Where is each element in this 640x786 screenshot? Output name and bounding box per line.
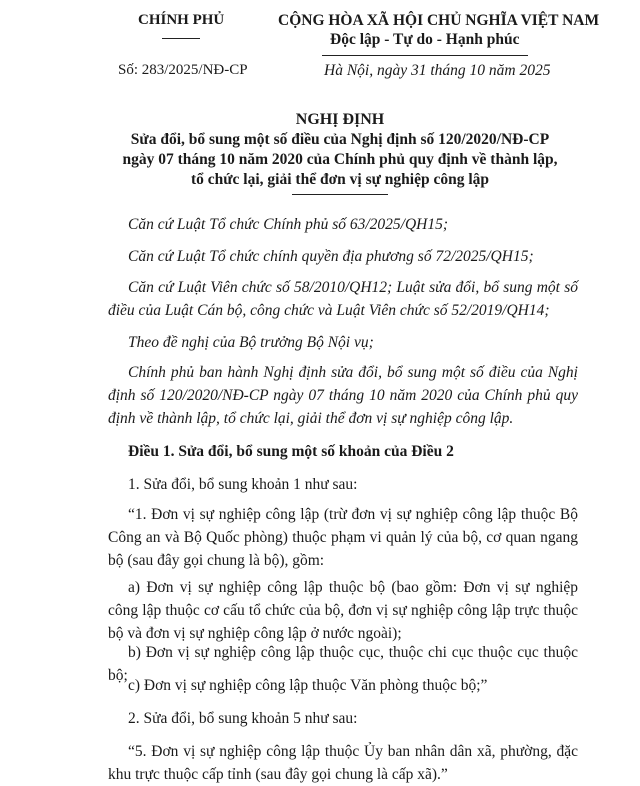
clause-item: “5. Đơn vị sự nghiệp công lập thuộc Ủy ban nhân dân xã, phường, đặc khu trực thuộc cấp tỉnh (sau đây gọi chung là cấp xã).”: [108, 743, 578, 783]
clause-item: a) Đơn vị sự nghiệp công lập thuộc bộ (bao gồm: Đơn vị sự nghiệp công lập thuộc cơ cấu tổ chức của bộ, đơn vị sự nghiệp công lập trực thuộc bộ và đơn vị sự nghiệp công lập ở nước ngoài);: [108, 579, 578, 642]
clause-item: “1. Đơn vị sự nghiệp công lập (trừ đơn vị sự nghiệp công lập thuộc Bộ Công an và Bộ Quốc phòng) thuộc phạm vi quản lý của bộ, cơ quan ngang bộ (sau đây gọi chung là bộ), gồm:: [108, 506, 578, 569]
document-subtitle-line: tổ chức lại, giải thể đơn vị sự nghiệp công lập: [190, 171, 490, 188]
clause-item: 2. Sửa đổi, bổ sung khoản 5 như sau:: [128, 710, 358, 727]
agency-underline: [162, 38, 200, 39]
clause-item: c) Đơn vị sự nghiệp công lập thuộc Văn phòng thuộc bộ;”: [128, 677, 488, 694]
title-underline: [292, 194, 388, 195]
document-subtitle-line: Sửa đổi, bổ sung một số điều của Nghị định số 120/2020/NĐ-CP: [130, 131, 550, 148]
document-type: NGHỊ ĐỊNH: [295, 111, 385, 128]
agency-name: CHÍNH PHỦ: [138, 12, 225, 28]
legal-basis: Theo đề nghị của Bộ trưởng Bộ Nội vụ;: [128, 334, 374, 351]
document-subtitle-line: ngày 07 tháng 10 năm 2020 của Chính phủ quy định về thành lập,: [122, 151, 558, 168]
legal-basis: Căn cứ Luật Tổ chức Chính phủ số 63/2025/QH15;: [128, 216, 449, 233]
article-heading: Điều 1. Sửa đổi, bổ sung một số khoản của Điều 2: [128, 443, 454, 460]
legal-basis: Căn cứ Luật Tổ chức chính quyền địa phương số 72/2025/QH15;: [128, 248, 534, 265]
national-motto: Độc lập - Tự do - Hạnh phúc: [330, 31, 520, 48]
place-and-date: Hà Nội, ngày 31 tháng 10 năm 2025: [324, 62, 551, 79]
document-number: Số: 283/2025/NĐ-CP: [118, 62, 248, 78]
motto-underline: [322, 55, 528, 56]
clause-item: b) Đơn vị sự nghiệp công lập thuộc cục, thuộc chi cục thuộc cục thuộc bộ;: [108, 644, 578, 684]
legal-basis: Căn cứ Luật Viên chức số 58/2010/QH12; Luật sửa đổi, bổ sung một số điều của Luật Cán bộ, công chức và Luật Viên chức số 52/2019/QH14;: [108, 279, 578, 319]
clause-item: 1. Sửa đổi, bổ sung khoản 1 như sau:: [128, 476, 358, 493]
enactment-clause: Chính phủ ban hành Nghị định sửa đổi, bổ sung một số điều của Nghị định số 120/2020/NĐ-CP ngày 07 tháng 10 năm 2020 của Chính phủ quy định về thành lập, tổ chức lại, giải thể đơn vị sự nghiệp công lập.: [108, 364, 578, 427]
country-name: CỘNG HÒA XÃ HỘI CHỦ NGHĨA VIỆT NAM: [278, 12, 600, 29]
